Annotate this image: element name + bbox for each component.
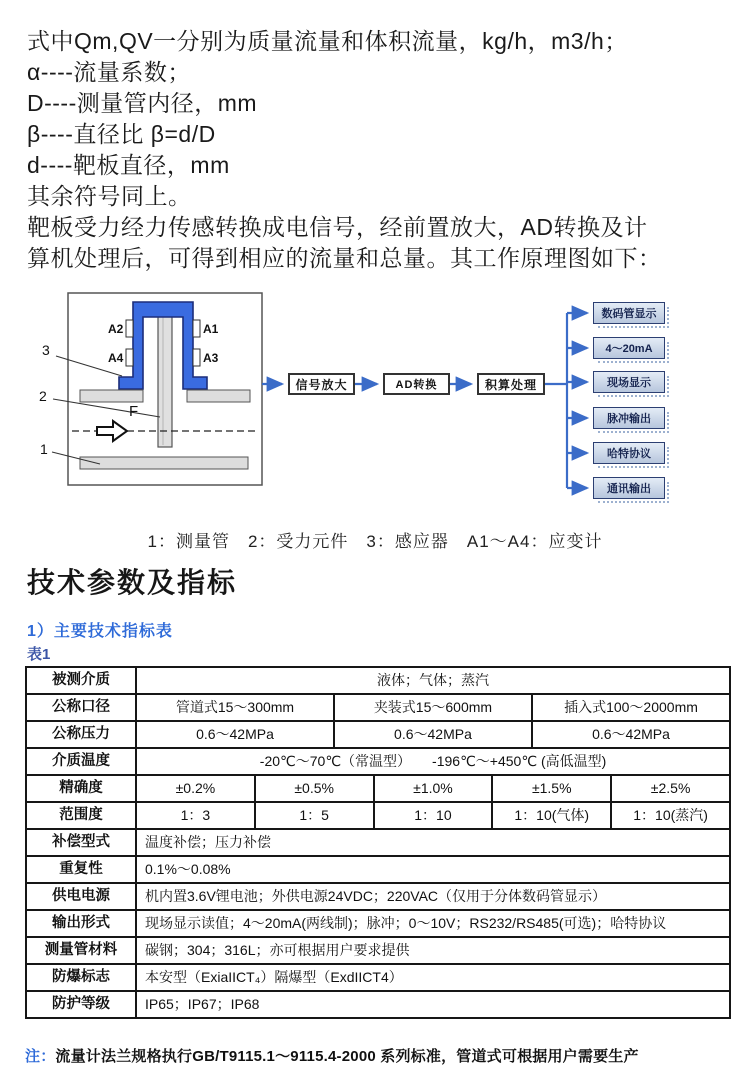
strain-gauge-a3 xyxy=(193,349,200,366)
table-row xyxy=(26,910,730,937)
table-row xyxy=(26,721,730,748)
part-label-1: 1 xyxy=(40,441,48,457)
row-label: 输出形式 xyxy=(26,910,136,937)
strain-gauge-a4 xyxy=(126,349,133,366)
intro-line: 算机处理后，可得到相应的流量和总量。其工作原理图如下： xyxy=(27,245,662,271)
intro-line: d----靶板直径，mm xyxy=(27,152,230,178)
cell: 1：10 xyxy=(374,802,493,829)
cell: 插入式100～2000mm xyxy=(532,694,730,721)
intro-text xyxy=(27,26,736,274)
intro-line: 式中Qm,QV一分别为质量流量和体积流量，kg/h，m3/h； xyxy=(27,28,628,54)
gauge-label-a3: A3 xyxy=(203,351,219,365)
process-box-ad-convert: AD转换 xyxy=(383,373,450,395)
table-row xyxy=(26,964,730,991)
intro-line: α----流量系数； xyxy=(27,59,191,85)
output-box-local-display: 现场显示 xyxy=(593,371,665,393)
row-label: 被测介质 xyxy=(26,667,136,694)
intro-line: 靶板受力经力传感转换成电信号，经前置放大，AD转换及计 xyxy=(27,214,648,240)
target-rod xyxy=(158,313,172,447)
cell: 本安型（ExiaIICT₄）隔爆型（ExdIICT4） xyxy=(136,964,730,991)
cell: 1：10(蒸汽) xyxy=(611,802,730,829)
gauge-label-a2: A2 xyxy=(108,322,124,336)
cell: -20℃～70℃（常温型） -196℃～+450℃ (高低温型) xyxy=(136,748,730,775)
row-label: 补偿型式 xyxy=(26,829,136,856)
process-box-signal-amplify: 信号放大 xyxy=(288,373,355,395)
intro-line: β----直径比 β=d/D xyxy=(27,121,216,147)
output-box-4-20ma: 4～20mA xyxy=(593,337,665,359)
cell: ±0.5% xyxy=(255,775,374,802)
table-row xyxy=(26,667,730,694)
footnote xyxy=(25,1045,736,1066)
gauge-label-a1: A1 xyxy=(203,322,219,336)
cell: 1：5 xyxy=(255,802,374,829)
flow-force-label: F xyxy=(129,403,139,420)
table-row xyxy=(26,829,730,856)
row-label: 公称压力 xyxy=(26,721,136,748)
table-row xyxy=(26,856,730,883)
table-row xyxy=(26,937,730,964)
footnote-prefix: 注： xyxy=(25,1048,56,1065)
row-label: 防护等级 xyxy=(26,991,136,1018)
cell: ±0.2% xyxy=(136,775,255,802)
table-row xyxy=(26,775,730,802)
cell: 温度补偿；压力补偿 xyxy=(136,829,730,856)
table-row xyxy=(26,802,730,829)
intro-line: D----测量管内径，mm xyxy=(27,90,258,116)
working-principle-diagram xyxy=(0,285,750,517)
table-label: 表1 xyxy=(27,646,51,663)
pipe-wall-upper-right xyxy=(187,390,250,402)
cell: ±1.0% xyxy=(374,775,493,802)
cell: 液体；气体；蒸汽 xyxy=(136,667,730,694)
row-label: 供电电源 xyxy=(26,883,136,910)
cell: IP65；IP67；IP68 xyxy=(136,991,730,1018)
row-label: 防爆标志 xyxy=(26,964,136,991)
output-box-digital-display: 数码管显示 xyxy=(593,302,665,324)
cell: 0.6～42MPa xyxy=(136,721,334,748)
cell: 机内置3.6V锂电池；外供电源24VDC；220VAC（仅用于分体数码管显示） xyxy=(136,883,730,910)
intro-line: 其余符号同上。 xyxy=(27,183,192,209)
part-label-2: 2 xyxy=(39,388,47,404)
row-label: 精确度 xyxy=(26,775,136,802)
table-row xyxy=(26,991,730,1018)
footnote-text: 流量计法兰规格执行GB/T9115.1～9115.4-2000 系列标准，管道式可根据用户需要生产 xyxy=(55,1048,639,1065)
cell: 0.6～42MPa xyxy=(334,721,532,748)
output-box-pulse-output: 脉冲输出 xyxy=(593,407,665,429)
cell: ±2.5% xyxy=(611,775,730,802)
table-row xyxy=(26,694,730,721)
cell: 现场显示读值；4～20mA(两线制)；脉冲；0～10V；RS232/RS485(可选)；哈特协议 xyxy=(136,910,730,937)
cell: 1：10(气体) xyxy=(492,802,611,829)
figure-caption: 1：测量管 2：受力元件 3：感应器 A1～A4：应变计 xyxy=(147,532,603,551)
row-label: 介质温度 xyxy=(26,748,136,775)
strain-gauge-a1 xyxy=(193,320,200,337)
cell: 管道式15～300mm xyxy=(136,694,334,721)
cell: 0.6～42MPa xyxy=(532,721,730,748)
row-label: 测量管材料 xyxy=(26,937,136,964)
cell: 夹装式15～600mm xyxy=(334,694,532,721)
row-label: 重复性 xyxy=(26,856,136,883)
pipe-wall-upper-left xyxy=(80,390,143,402)
output-box-hart-protocol: 哈特协议 xyxy=(593,442,665,464)
cell: 碳钢；304；316L；亦可根据用户要求提供 xyxy=(136,937,730,964)
strain-gauge-a2 xyxy=(126,320,133,337)
cell: ±1.5% xyxy=(492,775,611,802)
spec-table xyxy=(25,666,731,1019)
table-row xyxy=(26,748,730,775)
section-subtitle: 1）主要技术指标表 xyxy=(27,623,173,640)
cell: 0.1%～0.08% xyxy=(136,856,730,883)
pipe-wall-lower xyxy=(80,457,248,469)
section-title: 技术参数及指标 xyxy=(27,567,238,598)
gauge-label-a4: A4 xyxy=(108,351,124,365)
row-label: 范围度 xyxy=(26,802,136,829)
table-row xyxy=(26,883,730,910)
process-box-integration: 积算处理 xyxy=(477,373,545,395)
output-box-comm-output: 通讯输出 xyxy=(593,477,665,499)
row-label: 公称口径 xyxy=(26,694,136,721)
part-label-3: 3 xyxy=(42,342,50,358)
cell: 1：3 xyxy=(136,802,255,829)
